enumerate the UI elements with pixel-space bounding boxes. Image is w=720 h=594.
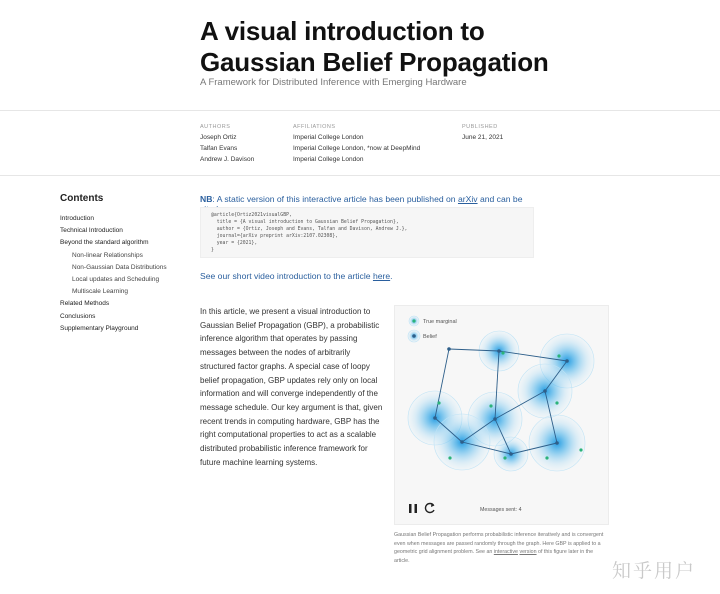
author-name: Joseph Ortiz: [200, 134, 237, 141]
published-label: PUBLISHED: [462, 124, 498, 130]
toc-item-conclusions[interactable]: Conclusions: [60, 312, 96, 320]
video-link[interactable]: here: [372, 271, 391, 281]
notice-text-end: and can be: [479, 194, 523, 204]
figure-caption: [394, 531, 607, 565]
nb-label: NB: [200, 194, 213, 204]
video-text-end: .: [390, 271, 393, 281]
byline-divider: [0, 175, 720, 176]
pause-button[interactable]: [409, 504, 417, 513]
article-title: [200, 16, 549, 78]
reset-button[interactable]: [425, 503, 434, 512]
intro-paragraph: In this article, we present a visual introduction to Gaussian Belief Propagation (GBP), a probabilistic inference algorithm that operates by passing messages between the nodes of arbitrarily structured factor graphs. A special case of loopy belief propagation, GBP updates rely only on local information and will converge independently of the message schedule. Our key argument is that, given recent trends in computing hardware, GBP has the right computational properties to act as a scalable distributed probabilistic inference framework for future machine learning systems.: [200, 307, 383, 467]
arxiv-link[interactable]: arXiv: [457, 194, 478, 204]
belief-ellipses: [408, 331, 594, 471]
toc-item-local-updates[interactable]: Local updates and Scheduling: [72, 276, 160, 284]
caption-text-end: of this figure later in the article.: [394, 549, 594, 564]
article-title-line1: A visual introduction to: [200, 16, 485, 46]
caption-version-link[interactable]: version: [519, 549, 537, 555]
toc-item-playground[interactable]: Supplementary Playground: [60, 324, 139, 332]
toc-item-non-gaussian[interactable]: Non-Gaussian Data Distributions: [72, 263, 167, 271]
gbp-figure: [394, 305, 609, 525]
authors-list: [200, 132, 254, 165]
header-divider: [0, 110, 720, 111]
toc-item-multiscale[interactable]: Multiscale Learning: [72, 288, 129, 296]
true-marginal-dot-icon: [412, 319, 415, 322]
article-title-line2: Gaussian Belief Propagation: [200, 47, 549, 77]
notice-text: : A static version of this interactive article has been published on: [212, 194, 458, 204]
citation-block: @article{Ortiz2021visualGBP, title = {A visual introduction to Gaussian Belief Propagation}, author = {Ortiz, Joseph and Evans, Talfan and Davison, Andrew J.}, journal={arXiv preprint arXiv:2107.02308}, year = {2021}, }: [200, 207, 534, 258]
messages-sent-counter: Messages sent: 4: [480, 507, 522, 513]
table-of-contents: [60, 213, 167, 335]
toc-item-technical-introduction[interactable]: Technical Introduction: [60, 227, 123, 235]
affiliations-list: [293, 132, 420, 165]
published-date: June 21, 2021: [462, 134, 504, 141]
affiliation: Imperial College London, *now at DeepMind: [293, 145, 421, 152]
article-subtitle: A Framework for Distributed Inference with Emerging Hardware: [200, 77, 467, 88]
gbp-graph: [395, 306, 608, 524]
toc-title: Contents: [60, 193, 104, 204]
toc-item-introduction[interactable]: Introduction: [60, 215, 94, 222]
affiliations-label: AFFILIATIONS: [293, 124, 336, 130]
toc-item-related-methods[interactable]: Related Methods: [60, 300, 110, 308]
authors-label: AUTHORS: [200, 124, 231, 130]
affiliation: Imperial College London: [293, 134, 364, 141]
caption-text: Gaussian Belief Propagation performs probabilistic inference iteratively and is convergent even when messages are passed randomly through the graph. Here GBP is applied to a geometric grid alignment problem. See an: [394, 532, 604, 555]
legend-true-marginal-label: True marginal: [423, 319, 457, 325]
watermark: 知乎用户: [612, 560, 697, 582]
caption-interactive-link[interactable]: interactive: [493, 549, 518, 555]
toc-item-beyond-standard[interactable]: Beyond the standard algorithm: [60, 239, 149, 247]
pause-icon: [409, 504, 412, 513]
toc-item-non-linear[interactable]: Non-linear Relationships: [72, 251, 143, 259]
affiliation: Imperial College London: [293, 156, 364, 163]
video-intro: [200, 271, 393, 281]
author-name: Talfan Evans: [200, 145, 238, 152]
legend-belief-label: Belief: [423, 334, 437, 340]
author-name: Andrew J. Davison: [200, 156, 255, 163]
video-text: See our short video introduction to the article: [200, 271, 373, 281]
belief-dot-icon: [412, 334, 416, 338]
